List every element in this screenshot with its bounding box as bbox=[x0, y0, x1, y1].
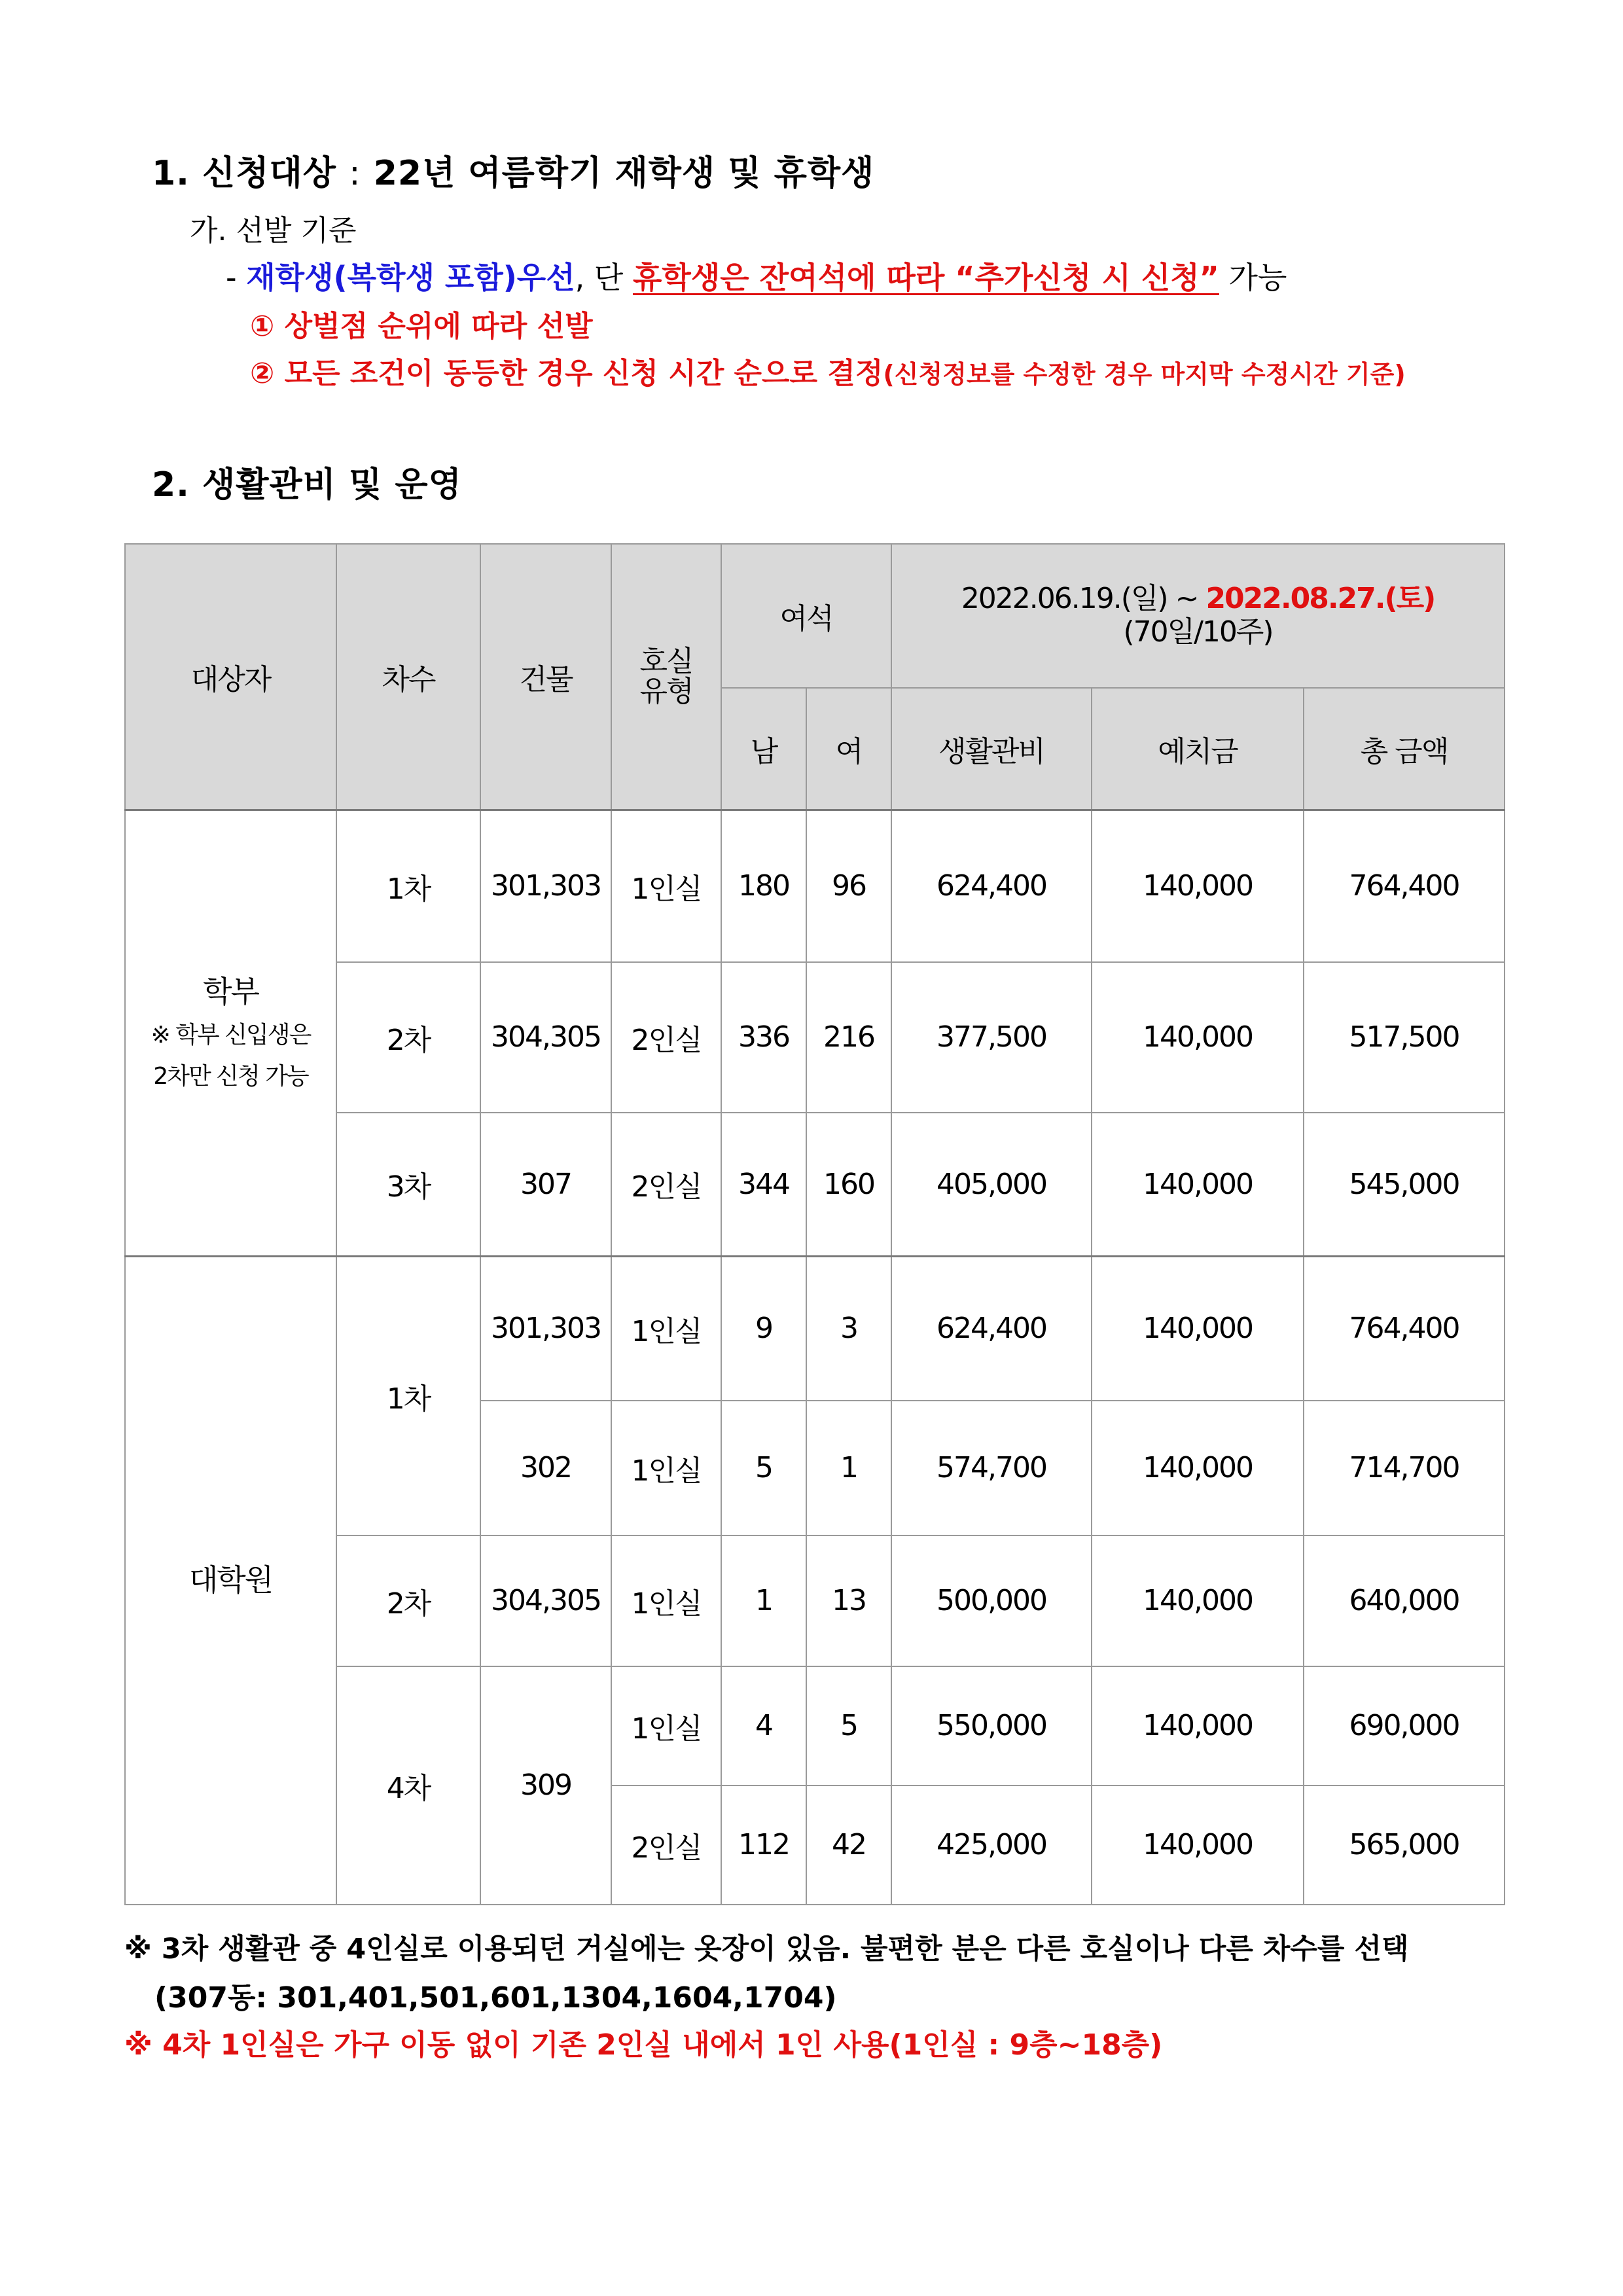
female-vacancy-cell: 160 bbox=[806, 1113, 891, 1257]
selection-rule bbox=[226, 254, 1287, 297]
female-vacancy-cell: 96 bbox=[806, 810, 891, 962]
header-female: 여 bbox=[806, 688, 891, 810]
undergrad-label-cell bbox=[125, 810, 336, 1257]
rule-dash: - bbox=[226, 260, 237, 295]
total-cell: 545,000 bbox=[1304, 1113, 1505, 1257]
section1-title-rest: 22년 여름학기 재학생 및 휴학생 bbox=[373, 154, 875, 193]
room-type-cell: 2인실 bbox=[611, 1113, 721, 1257]
undergrad-note-line2: 2차만 신청 가능 bbox=[153, 1063, 308, 1090]
grad-label: 대학원 bbox=[125, 1257, 336, 1905]
section2-heading bbox=[152, 457, 462, 506]
room-type-cell: 2인실 bbox=[611, 962, 721, 1113]
section2-number: 2. bbox=[152, 465, 190, 505]
room-type-cell: 1인실 bbox=[611, 1401, 721, 1535]
header-room-type-line2: 유형 bbox=[639, 675, 693, 708]
header-room-type-line1: 호실 bbox=[639, 644, 693, 678]
criteria-item-2 bbox=[250, 350, 1406, 391]
criteria-item-2-note: (신청정보를 수정한 경우 마지막 수정시간 기준) bbox=[883, 360, 1406, 389]
female-vacancy-cell: 13 bbox=[806, 1535, 891, 1666]
round-cell: 3차 bbox=[336, 1113, 480, 1257]
building-cell: 301,303 bbox=[480, 1257, 611, 1401]
total-cell: 565,000 bbox=[1304, 1785, 1505, 1905]
total-cell: 640,000 bbox=[1304, 1535, 1505, 1666]
header-round: 차수 bbox=[336, 544, 480, 810]
deposit-cell: 140,000 bbox=[1092, 1401, 1304, 1535]
selection-criteria-heading: 가. 선발 기준 bbox=[190, 214, 357, 247]
deposit-cell: 140,000 bbox=[1092, 810, 1304, 962]
room-type-cell: 1인실 bbox=[611, 1257, 721, 1401]
footnote-wardrobe: ※ 3차 생활관 중 4인실로 이용되던 거실에는 옷장이 있음. 불편한 분은 다른 호실이나 다른 차수를 선택 bbox=[124, 1933, 1409, 1965]
period-separator: ~ bbox=[1175, 582, 1198, 616]
fee-cell: 550,000 bbox=[891, 1666, 1092, 1785]
section1-title: 신청대상 bbox=[202, 154, 336, 193]
room-type-cell: 1인실 bbox=[611, 1666, 721, 1785]
male-vacancy-cell: 180 bbox=[721, 810, 806, 962]
total-cell: 714,700 bbox=[1304, 1401, 1505, 1535]
room-type-cell: 2인실 bbox=[611, 1785, 721, 1905]
section2-title: 생활관비 및 운영 bbox=[202, 465, 462, 505]
rule-priority-text: 재학생(복학생 포함)우선 bbox=[246, 260, 575, 295]
building-cell: 304,305 bbox=[480, 1535, 611, 1666]
fee-cell: 425,000 bbox=[891, 1785, 1092, 1905]
rule-leave-text: 휴학생은 잔여석에 따라 “추가신청 시 신청” bbox=[632, 260, 1219, 295]
total-cell: 764,400 bbox=[1304, 1257, 1505, 1401]
female-vacancy-cell: 42 bbox=[806, 1785, 891, 1905]
male-vacancy-cell: 344 bbox=[721, 1113, 806, 1257]
deposit-cell: 140,000 bbox=[1092, 1535, 1304, 1666]
deposit-cell: 140,000 bbox=[1092, 1785, 1304, 1905]
header-room-type bbox=[611, 544, 721, 810]
female-vacancy-cell: 1 bbox=[806, 1401, 891, 1535]
building-cell: 301,303 bbox=[480, 810, 611, 962]
header-total: 총 금액 bbox=[1304, 688, 1505, 810]
dormitory-fee-table bbox=[124, 543, 1505, 1905]
table-row bbox=[125, 810, 1505, 962]
footnote-wardrobe-rooms: (307동: 301,401,501,601,1304,1604,1704) bbox=[154, 1981, 837, 2015]
fee-cell: 405,000 bbox=[891, 1113, 1092, 1257]
fee-cell: 624,400 bbox=[891, 1257, 1092, 1401]
building-cell: 309 bbox=[480, 1666, 611, 1905]
total-cell: 517,500 bbox=[1304, 962, 1505, 1113]
grad-section bbox=[125, 1257, 1505, 1905]
section1-number: 1. bbox=[152, 154, 190, 193]
fee-cell: 377,500 bbox=[891, 962, 1092, 1113]
round-cell: 2차 bbox=[336, 962, 480, 1113]
total-cell: 690,000 bbox=[1304, 1666, 1505, 1785]
criteria-item-2-main: ② 모든 조건이 동등한 경우 신청 시간 순으로 결정 bbox=[250, 357, 883, 390]
deposit-cell: 140,000 bbox=[1092, 1257, 1304, 1401]
table-row bbox=[125, 1257, 1505, 1401]
header-vacancy: 여석 bbox=[721, 544, 891, 688]
undergrad-label: 학부 bbox=[203, 974, 259, 1009]
rule-mid-text: , 단 bbox=[575, 260, 624, 295]
male-vacancy-cell: 9 bbox=[721, 1257, 806, 1401]
period-start: 2022.06.19.(일) bbox=[961, 582, 1168, 616]
building-cell: 302 bbox=[480, 1401, 611, 1535]
deposit-cell: 140,000 bbox=[1092, 1113, 1304, 1257]
building-cell: 304,305 bbox=[480, 962, 611, 1113]
section1-colon: : bbox=[349, 154, 361, 193]
female-vacancy-cell: 3 bbox=[806, 1257, 891, 1401]
header-fee: 생활관비 bbox=[891, 688, 1092, 810]
undergrad-note-line1: ※ 학부 신입생은 bbox=[151, 1022, 311, 1049]
deposit-cell: 140,000 bbox=[1092, 1666, 1304, 1785]
female-vacancy-cell: 216 bbox=[806, 962, 891, 1113]
criteria-item-1: ① 상벌점 순위에 따라 선발 bbox=[250, 310, 593, 343]
building-cell: 307 bbox=[480, 1113, 611, 1257]
undergrad-section bbox=[125, 810, 1505, 1257]
round-cell: 1차 bbox=[336, 810, 480, 962]
section1-heading bbox=[152, 145, 874, 194]
header-male: 남 bbox=[721, 688, 806, 810]
male-vacancy-cell: 1 bbox=[721, 1535, 806, 1666]
round-cell: 2차 bbox=[336, 1535, 480, 1666]
deposit-cell: 140,000 bbox=[1092, 962, 1304, 1113]
round-cell: 1차 bbox=[336, 1257, 480, 1535]
total-cell: 764,400 bbox=[1304, 810, 1505, 962]
header-target: 대상자 bbox=[125, 544, 336, 810]
fee-cell: 500,000 bbox=[891, 1535, 1092, 1666]
header-building: 건물 bbox=[480, 544, 611, 810]
period-end: 2022.08.27.(토) bbox=[1205, 582, 1435, 616]
fee-cell: 624,400 bbox=[891, 810, 1092, 962]
male-vacancy-cell: 5 bbox=[721, 1401, 806, 1535]
fee-cell: 574,700 bbox=[891, 1401, 1092, 1535]
male-vacancy-cell: 336 bbox=[721, 962, 806, 1113]
room-type-cell: 1인실 bbox=[611, 810, 721, 962]
female-vacancy-cell: 5 bbox=[806, 1666, 891, 1785]
round-cell: 4차 bbox=[336, 1666, 480, 1905]
room-type-cell: 1인실 bbox=[611, 1535, 721, 1666]
footnote-single-room: ※ 4차 1인실은 가구 이동 없이 기존 2인실 내에서 1인 사용(1인실 : 9층~18층) bbox=[124, 2028, 1163, 2062]
header-period bbox=[891, 544, 1505, 688]
male-vacancy-cell: 112 bbox=[721, 1785, 806, 1905]
rule-end-text: 가능 bbox=[1228, 260, 1287, 295]
male-vacancy-cell: 4 bbox=[721, 1666, 806, 1785]
period-length: (70일/10주) bbox=[1123, 615, 1273, 649]
header-deposit: 예치금 bbox=[1092, 688, 1304, 810]
